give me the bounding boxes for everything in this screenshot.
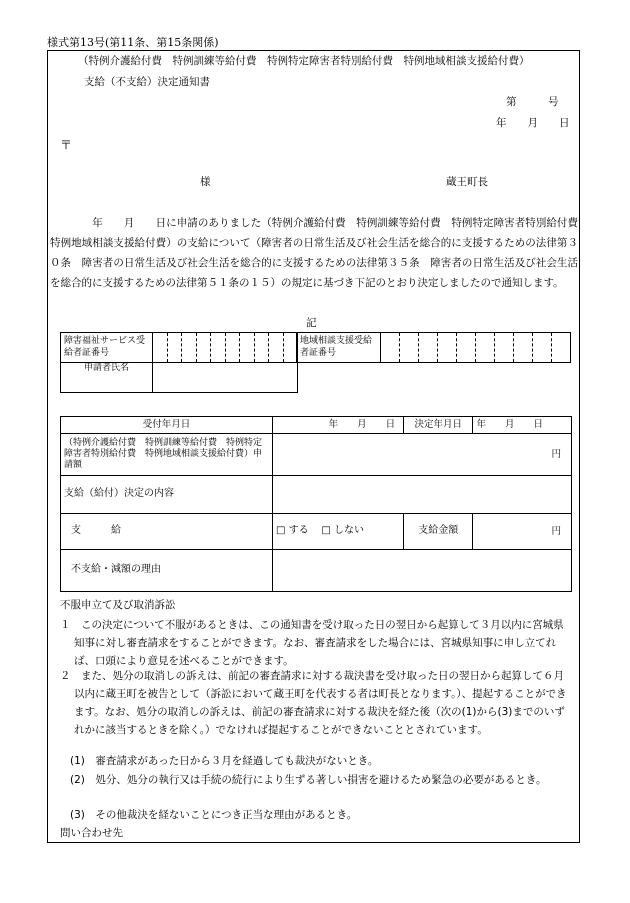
chiiki-table bbox=[296, 332, 571, 363]
option-yes-checkbox[interactable]: □ する bbox=[276, 525, 309, 537]
appeal-sub-3: (3) その他裁決を経ないことにつき正当な理由があるとき。 bbox=[70, 809, 358, 821]
applicant-label: 申請者氏名 bbox=[61, 363, 153, 393]
applicant-value bbox=[153, 363, 298, 393]
reason-label: 不支給・減額の理由 bbox=[61, 550, 273, 592]
certificate-table bbox=[60, 332, 298, 393]
chiiki-digit bbox=[419, 333, 438, 363]
amount-yen: 円 bbox=[273, 434, 572, 476]
chiiki-digit bbox=[457, 333, 476, 363]
cert-digit bbox=[153, 333, 168, 363]
appeal-heading: 不服申立て及び取消訴訟 bbox=[60, 599, 176, 611]
receipt-date-value: 年 月 日 bbox=[273, 417, 404, 434]
chiiki-digit bbox=[495, 333, 514, 363]
document-number: 第 号 bbox=[506, 96, 559, 108]
chiiki-digit bbox=[514, 333, 533, 363]
form-id: 様式第13号(第11条、第15条関係) bbox=[47, 36, 219, 49]
cert-label: 障害福祉サービス受給者証番号 bbox=[61, 333, 153, 363]
document-date: 年 月 日 bbox=[496, 117, 570, 129]
content-label: 支給（給付）決定の内容 bbox=[61, 476, 273, 514]
ki-heading: 記 bbox=[306, 317, 317, 329]
amount-label: （特例介護給付費 特例訓練等給付費 特例特定障害者特別給付費 特例地域相談支援給付費）申請額 bbox=[61, 434, 273, 476]
chiiki-digit bbox=[438, 333, 457, 363]
receipt-date-label: 受付年月日 bbox=[61, 417, 273, 434]
chiiki-digit bbox=[381, 333, 400, 363]
contact-label: 問い合わせ先 bbox=[60, 827, 123, 839]
decision-date-value: 年 月 日 bbox=[473, 417, 572, 434]
cert-digit bbox=[254, 333, 269, 363]
body-text: 年 月 日に申請のありました（特例介護給付費 特例訓練等給付費 特例特定障害者特別給付費 特例地域相談支援給付費）の支給について（障害者の日常生活及び社会生活を総合的に支援するための法律第３０条 障害者の日常生活及び社会生活を総合的に支援するための法律第３５条 障害者の日常生活及び社会生活を総合的に支援するための法律第５１条の１５）の規定に基づき下記のとおり決定しましたので通知します。 bbox=[50, 217, 589, 290]
cert-digit bbox=[211, 333, 226, 363]
chiiki-label: 地域相談支援受給者証番号 bbox=[297, 333, 381, 363]
chiiki-digit bbox=[552, 333, 571, 363]
issuer: 蔵王町長 bbox=[446, 176, 488, 188]
appeal-item-2: ２ また、処分の取消しの訴えは、前記の審査請求に対する裁決書を受け取った日の翌日から起算して６月以内に蔵王町を被告として（訴訟において蔵王町を代表する者は町長となります。）、提起することができます。なお、処分の取消しの訴えは、前記の審査請求に対する裁決を経た後（次の(1)から(3)までのいずれかに該当するときを除く。）でなければ提起することができないこととされています。 bbox=[60, 670, 567, 736]
cert-digit bbox=[225, 333, 240, 363]
cert-digit bbox=[167, 333, 182, 363]
cert-digit bbox=[182, 333, 197, 363]
decision-table bbox=[60, 416, 572, 592]
appeal-item-1: １ この決定について不服があるときは、この通知書を受け取った日の翌日から起算して３月以内に宮城県知事に対し審査請求をすることができます。なお、審査請求をした場合には、宮城県知事に申し立てれば、口頭により意見を述べることができます。 bbox=[60, 619, 564, 667]
option-no-checkbox[interactable]: □ しない bbox=[321, 525, 364, 537]
addressee-suffix: 様 bbox=[200, 176, 211, 188]
cert-digit bbox=[196, 333, 211, 363]
content-value bbox=[273, 476, 572, 514]
appeal-sub-2: (2) 処分、処分の執行又は手続の続行により生ずる著しい損害を避けるため緊急の必要があるとき。 bbox=[70, 774, 547, 786]
chiiki-digit bbox=[400, 333, 419, 363]
pay-amount-yen: 円 bbox=[473, 514, 572, 550]
cert-digit bbox=[269, 333, 284, 363]
decision-date-label: 決定年月日 bbox=[404, 417, 473, 434]
title-line-2: 支給（不支給）決定通知書 bbox=[84, 76, 210, 88]
appeal-sub-1: (1) 審査請求があった日から３月を経過しても裁決がないとき。 bbox=[70, 755, 379, 767]
payment-options bbox=[273, 514, 404, 550]
reason-value bbox=[273, 550, 572, 592]
chiiki-digit bbox=[476, 333, 495, 363]
title-line-1: （特例介護給付費 特例訓練等給付費 特例特定障害者特別給付費 特例地域相談支援給付費） bbox=[78, 55, 530, 67]
postal-mark: 〒 bbox=[60, 138, 73, 152]
payment-label: 支 給 bbox=[61, 514, 273, 550]
pay-amount-label: 支給金額 bbox=[404, 514, 473, 550]
cert-digit bbox=[240, 333, 255, 363]
chiiki-digit bbox=[533, 333, 552, 363]
